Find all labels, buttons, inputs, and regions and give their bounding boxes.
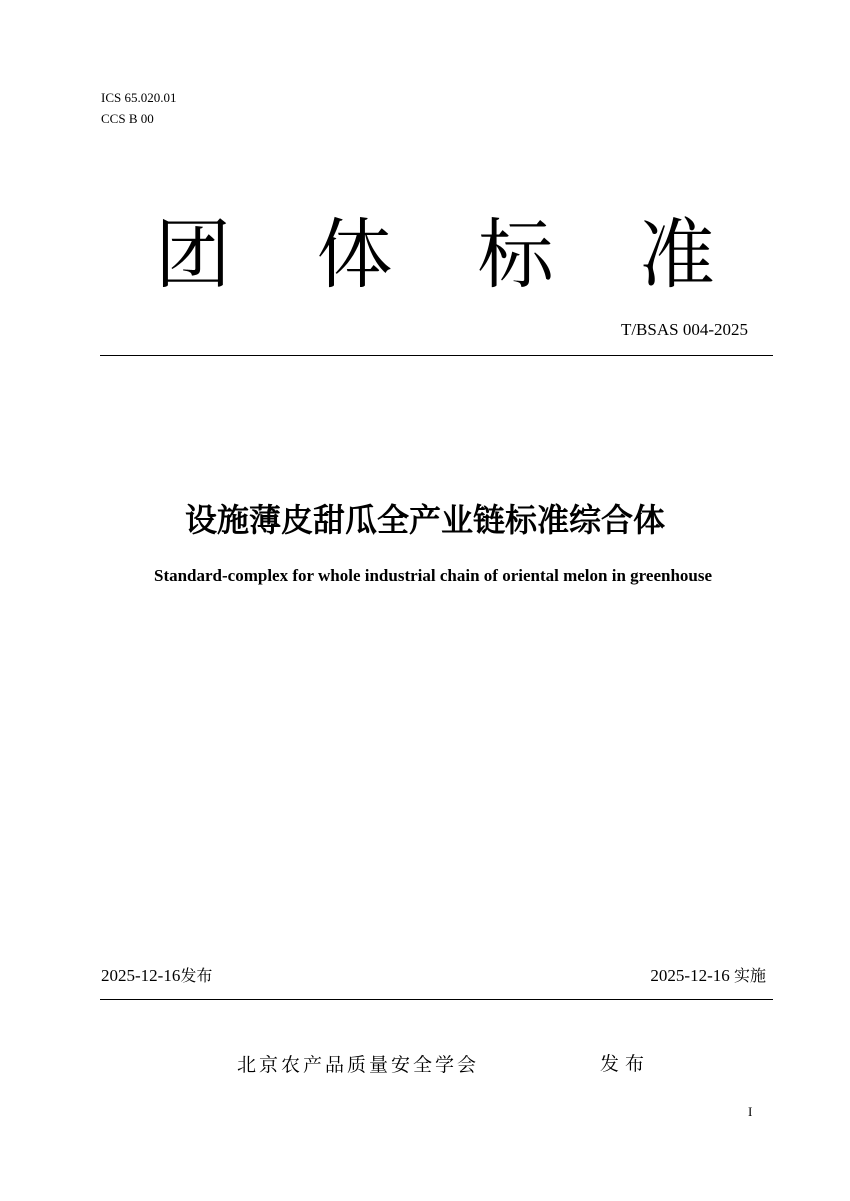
standard-type-char: 团 [155, 210, 231, 299]
standard-type-char: 体 [316, 210, 393, 299]
publisher-name: 北京农产品质量安全学会 [237, 1054, 480, 1076]
standard-type-heading [100, 212, 773, 298]
standard-number: T/BSAS 004-2025 [620, 320, 748, 339]
bottom-divider [100, 999, 773, 1000]
title-english: Standard-complex for whole industrial chain of oriental melon in greenhouse [153, 566, 713, 585]
implementation-date-line [650, 965, 766, 987]
standard-type-char: 准 [638, 210, 715, 299]
top-divider [100, 355, 773, 356]
issue-label: 发布 [180, 966, 213, 985]
implementation-label: 实施 [733, 966, 766, 985]
ics-code: ICS 65.020.01 [101, 90, 177, 105]
issue-date: 2025-12-16 [101, 966, 181, 985]
issue-date-line [101, 965, 212, 987]
page-number: I [748, 1104, 753, 1119]
implementation-date: 2025-12-16 [650, 966, 730, 985]
standard-type-char: 标 [477, 210, 554, 299]
publish-label: 发布 [600, 1053, 651, 1075]
title-chinese: 设施薄皮甜瓜全产业链标准综合体 [184, 501, 665, 539]
ccs-code: CCS B 00 [101, 111, 154, 126]
